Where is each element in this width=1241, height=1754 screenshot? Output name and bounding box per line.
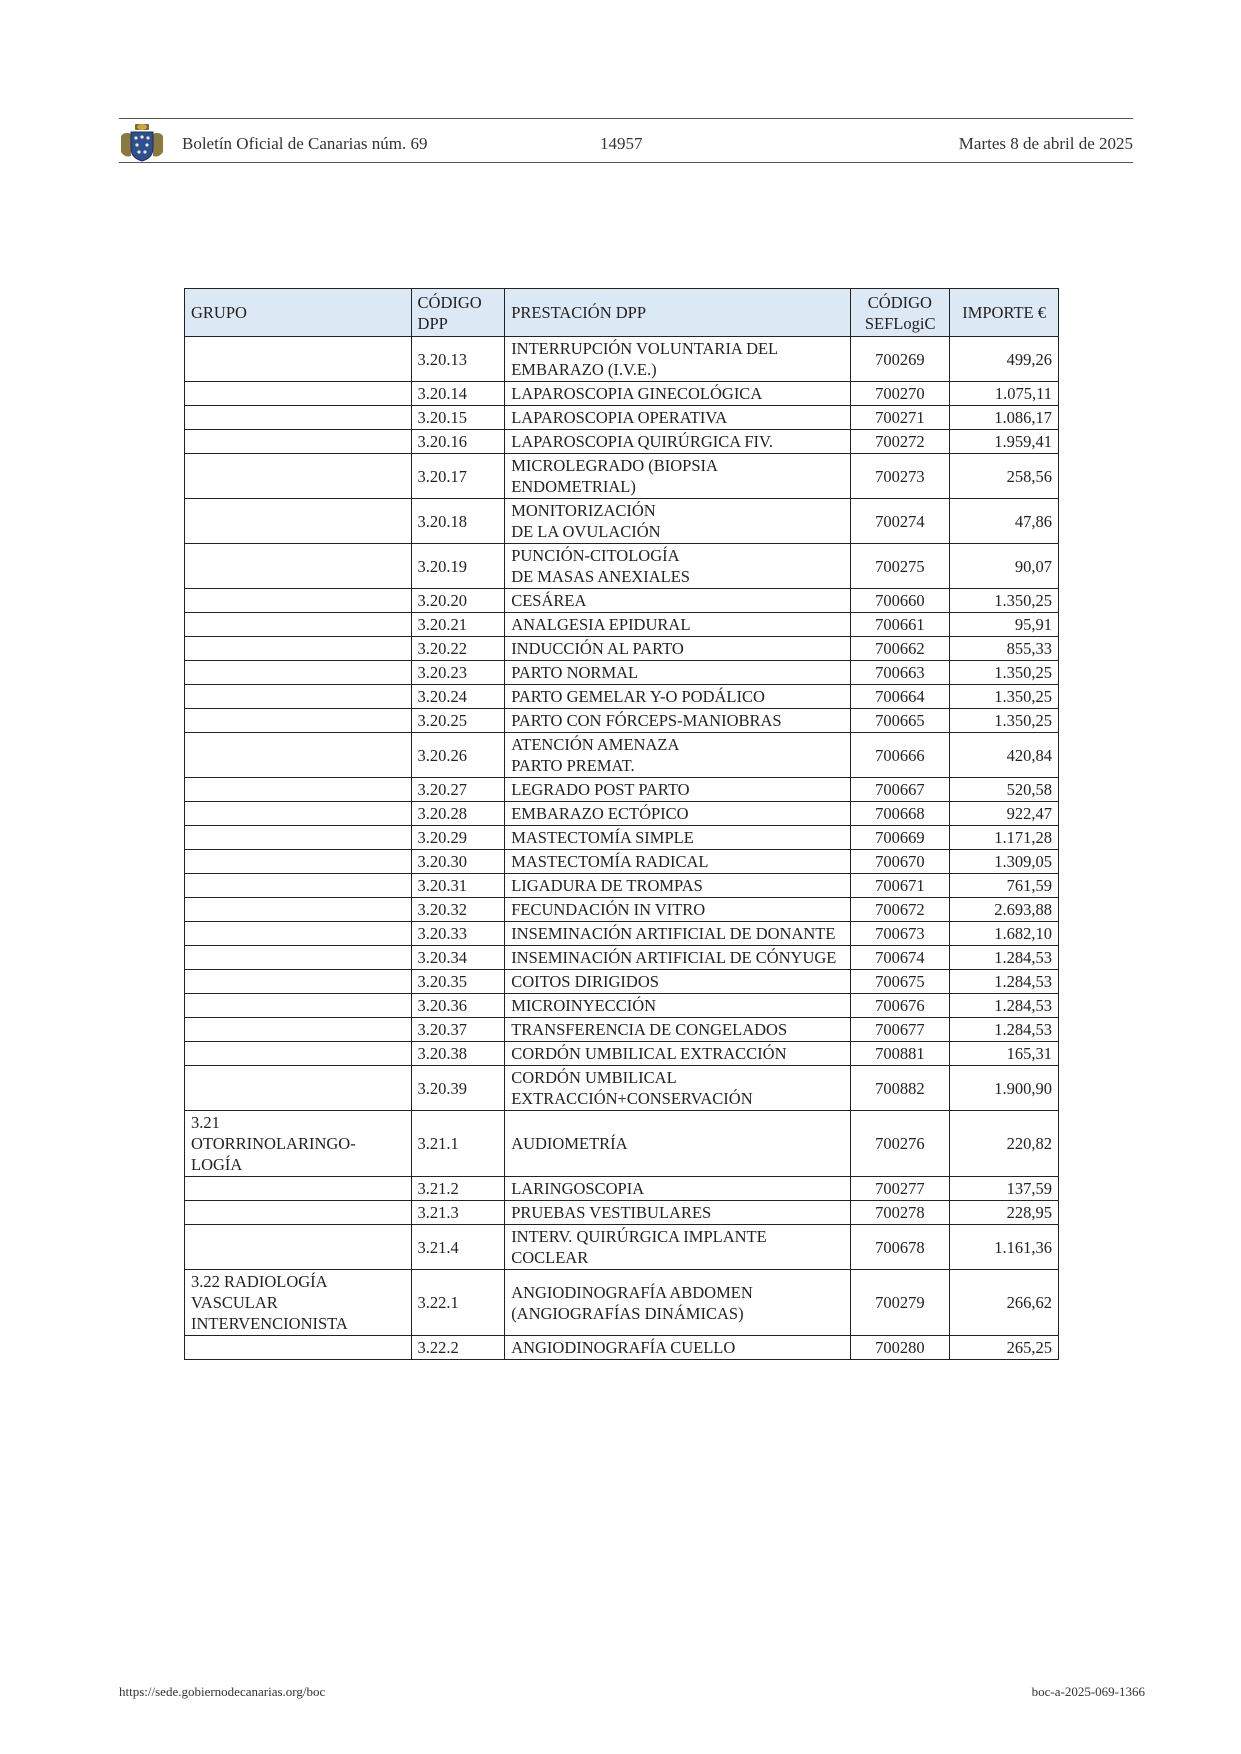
cell-codigo-seflogic: 700662 xyxy=(850,637,950,661)
cell-prestacion: LEGRADO POST PARTO xyxy=(505,778,850,802)
cell-grupo xyxy=(185,544,412,589)
cell-codigo-dpp: 3.20.24 xyxy=(411,685,505,709)
cell-grupo xyxy=(185,946,412,970)
cell-importe: 1.350,25 xyxy=(950,589,1059,613)
cell-grupo xyxy=(185,685,412,709)
table-row xyxy=(185,613,1059,637)
cell-importe: 520,58 xyxy=(950,778,1059,802)
cell-codigo-seflogic: 700660 xyxy=(850,589,950,613)
table-row xyxy=(185,874,1059,898)
table-row xyxy=(185,1177,1059,1201)
cell-codigo-dpp: 3.21.2 xyxy=(411,1177,505,1201)
cell-grupo xyxy=(185,778,412,802)
cell-grupo xyxy=(185,1177,412,1201)
cell-importe: 228,95 xyxy=(950,1201,1059,1225)
cell-grupo xyxy=(185,826,412,850)
table-row xyxy=(185,733,1059,778)
cell-grupo xyxy=(185,589,412,613)
cell-prestacion: MICROINYECCIÓN xyxy=(505,994,850,1018)
cell-codigo-dpp: 3.20.34 xyxy=(411,946,505,970)
cell-codigo-dpp: 3.20.37 xyxy=(411,1018,505,1042)
cell-codigo-seflogic: 700669 xyxy=(850,826,950,850)
cell-grupo xyxy=(185,733,412,778)
cell-codigo-seflogic: 700675 xyxy=(850,970,950,994)
footer-url[interactable]: https://sede.gobiernodecanarias.org/boc xyxy=(119,1684,326,1699)
cell-grupo xyxy=(185,1336,412,1360)
col-header-importe: IMPORTE € xyxy=(950,289,1059,337)
header-bottom-rule xyxy=(119,162,1133,163)
cell-prestacion: INSEMINACIÓN ARTIFICIAL DE CÓNYUGE xyxy=(505,946,850,970)
cell-codigo-seflogic: 700882 xyxy=(850,1066,950,1111)
cell-grupo xyxy=(185,406,412,430)
header-top-rule xyxy=(119,118,1133,119)
cell-prestacion: INDUCCIÓN AL PARTO xyxy=(505,637,850,661)
cell-codigo-seflogic: 700666 xyxy=(850,733,950,778)
cell-importe: 1.284,53 xyxy=(950,970,1059,994)
cell-prestacion: MONITORIZACIÓN DE LA OVULACIÓN xyxy=(505,499,850,544)
cell-codigo-dpp: 3.20.39 xyxy=(411,1066,505,1111)
cell-codigo-dpp: 3.21.1 xyxy=(411,1111,505,1177)
table-row xyxy=(185,994,1059,1018)
table-row xyxy=(185,430,1059,454)
cell-importe: 1.900,90 xyxy=(950,1066,1059,1111)
cell-importe: 1.284,53 xyxy=(950,1018,1059,1042)
table-row xyxy=(185,454,1059,499)
table-row xyxy=(185,589,1059,613)
cell-prestacion: INTERV. QUIRÚRGICA IMPLANTE COCLEAR xyxy=(505,1225,850,1270)
cell-importe: 1.959,41 xyxy=(950,430,1059,454)
table-row xyxy=(185,499,1059,544)
cell-codigo-dpp: 3.20.25 xyxy=(411,709,505,733)
cell-codigo-dpp: 3.20.38 xyxy=(411,1042,505,1066)
cell-codigo-seflogic: 700271 xyxy=(850,406,950,430)
cell-prestacion: MICROLEGRADO (BIOPSIA ENDOMETRIAL) xyxy=(505,454,850,499)
cell-codigo-seflogic: 700272 xyxy=(850,430,950,454)
cell-codigo-dpp: 3.20.29 xyxy=(411,826,505,850)
cell-prestacion: MASTECTOMÍA SIMPLE xyxy=(505,826,850,850)
table-row xyxy=(185,898,1059,922)
cell-importe: 220,82 xyxy=(950,1111,1059,1177)
bulletin-title: Boletín Oficial de Canarias núm. 69 xyxy=(182,134,428,153)
cell-prestacion: ANGIODINOGRAFÍA CUELLO xyxy=(505,1336,850,1360)
cell-grupo xyxy=(185,922,412,946)
coat-of-arms-icon xyxy=(119,122,165,162)
cell-importe: 1.161,36 xyxy=(950,1225,1059,1270)
table-row xyxy=(185,382,1059,406)
cell-codigo-seflogic: 700274 xyxy=(850,499,950,544)
cell-prestacion: LAPAROSCOPIA QUIRÚRGICA FIV. xyxy=(505,430,850,454)
cell-codigo-seflogic: 700668 xyxy=(850,802,950,826)
cell-codigo-seflogic: 700280 xyxy=(850,1336,950,1360)
cell-codigo-dpp: 3.20.32 xyxy=(411,898,505,922)
cell-importe: 1.284,53 xyxy=(950,994,1059,1018)
cell-grupo xyxy=(185,874,412,898)
cell-codigo-seflogic: 700661 xyxy=(850,613,950,637)
cell-codigo-dpp: 3.20.36 xyxy=(411,994,505,1018)
cell-importe: 47,86 xyxy=(950,499,1059,544)
cell-prestacion: LARINGOSCOPIA xyxy=(505,1177,850,1201)
cell-prestacion: COITOS DIRIGIDOS xyxy=(505,970,850,994)
cell-prestacion: LIGADURA DE TROMPAS xyxy=(505,874,850,898)
cell-codigo-dpp: 3.20.13 xyxy=(411,337,505,382)
cell-codigo-seflogic: 700677 xyxy=(850,1018,950,1042)
cell-codigo-dpp: 3.20.17 xyxy=(411,454,505,499)
cell-grupo xyxy=(185,382,412,406)
col-header-prestacion: PRESTACIÓN DPP xyxy=(505,289,850,337)
cell-importe: 499,26 xyxy=(950,337,1059,382)
table-body xyxy=(185,337,1059,1360)
cell-grupo xyxy=(185,1018,412,1042)
cell-codigo-seflogic: 700270 xyxy=(850,382,950,406)
cell-importe: 137,59 xyxy=(950,1177,1059,1201)
cell-prestacion: CESÁREA xyxy=(505,589,850,613)
cell-codigo-seflogic: 700273 xyxy=(850,454,950,499)
cell-grupo xyxy=(185,898,412,922)
cell-prestacion: EMBARAZO ECTÓPICO xyxy=(505,802,850,826)
cell-importe: 1.075,11 xyxy=(950,382,1059,406)
table-row xyxy=(185,922,1059,946)
table-row xyxy=(185,406,1059,430)
cell-prestacion: ATENCIÓN AMENAZA PARTO PREMAT. xyxy=(505,733,850,778)
cell-codigo-seflogic: 700664 xyxy=(850,685,950,709)
cell-codigo-dpp: 3.20.30 xyxy=(411,850,505,874)
cell-prestacion: PUNCIÓN-CITOLOGÍA DE MASAS ANEXIALES xyxy=(505,544,850,589)
cell-importe: 95,91 xyxy=(950,613,1059,637)
table-row xyxy=(185,544,1059,589)
table-row xyxy=(185,1066,1059,1111)
table-row xyxy=(185,685,1059,709)
cell-grupo xyxy=(185,499,412,544)
cell-codigo-seflogic: 700269 xyxy=(850,337,950,382)
cell-grupo xyxy=(185,430,412,454)
cell-codigo-dpp: 3.20.33 xyxy=(411,922,505,946)
cell-grupo: 3.21 OTORRINOLARINGO- LOGÍA xyxy=(185,1111,412,1177)
cell-grupo xyxy=(185,454,412,499)
table-row xyxy=(185,1225,1059,1270)
cell-codigo-seflogic: 700676 xyxy=(850,994,950,1018)
table-row xyxy=(185,778,1059,802)
cell-prestacion: PARTO GEMELAR Y-O PODÁLICO xyxy=(505,685,850,709)
cell-prestacion: FECUNDACIÓN IN VITRO xyxy=(505,898,850,922)
cell-codigo-dpp: 3.20.22 xyxy=(411,637,505,661)
cell-prestacion: PRUEBAS VESTIBULARES xyxy=(505,1201,850,1225)
table-row xyxy=(185,1270,1059,1336)
cell-importe: 266,62 xyxy=(950,1270,1059,1336)
cell-grupo xyxy=(185,637,412,661)
table-row xyxy=(185,337,1059,382)
table-row xyxy=(185,826,1059,850)
cell-codigo-seflogic: 700672 xyxy=(850,898,950,922)
cell-codigo-dpp: 3.20.21 xyxy=(411,613,505,637)
cell-prestacion: LAPAROSCOPIA GINECOLÓGICA xyxy=(505,382,850,406)
table-row xyxy=(185,1201,1059,1225)
table-row xyxy=(185,850,1059,874)
table-row xyxy=(185,1336,1059,1360)
cell-codigo-seflogic: 700279 xyxy=(850,1270,950,1336)
cell-codigo-dpp: 3.20.14 xyxy=(411,382,505,406)
cell-importe: 1.350,25 xyxy=(950,661,1059,685)
cell-codigo-dpp: 3.20.19 xyxy=(411,544,505,589)
cell-importe: 1.284,53 xyxy=(950,946,1059,970)
footer-doc-id: boc-a-2025-069-1366 xyxy=(1031,1684,1145,1699)
cell-codigo-dpp: 3.20.18 xyxy=(411,499,505,544)
cell-codigo-dpp: 3.20.27 xyxy=(411,778,505,802)
cell-grupo xyxy=(185,337,412,382)
cell-codigo-dpp: 3.20.35 xyxy=(411,970,505,994)
table-row xyxy=(185,661,1059,685)
table-row xyxy=(185,1042,1059,1066)
cell-codigo-seflogic: 700663 xyxy=(850,661,950,685)
cell-grupo xyxy=(185,613,412,637)
cell-importe: 258,56 xyxy=(950,454,1059,499)
cell-prestacion: AUDIOMETRÍA xyxy=(505,1111,850,1177)
col-header-grupo: GRUPO xyxy=(185,289,412,337)
cell-codigo-seflogic: 700277 xyxy=(850,1177,950,1201)
cell-codigo-seflogic: 700276 xyxy=(850,1111,950,1177)
cell-importe: 922,47 xyxy=(950,802,1059,826)
cell-importe: 1.086,17 xyxy=(950,406,1059,430)
cell-codigo-seflogic: 700674 xyxy=(850,946,950,970)
cell-codigo-dpp: 3.20.28 xyxy=(411,802,505,826)
cell-codigo-dpp: 3.21.3 xyxy=(411,1201,505,1225)
publication-date: Martes 8 de abril de 2025 xyxy=(958,134,1133,153)
cell-prestacion: MASTECTOMÍA RADICAL xyxy=(505,850,850,874)
page-number: 14957 xyxy=(600,134,643,153)
cell-codigo-dpp: 3.21.4 xyxy=(411,1225,505,1270)
cell-importe: 1.350,25 xyxy=(950,685,1059,709)
cell-codigo-dpp: 3.20.20 xyxy=(411,589,505,613)
cell-grupo xyxy=(185,970,412,994)
cell-grupo xyxy=(185,1042,412,1066)
cell-importe: 1.350,25 xyxy=(950,709,1059,733)
cell-prestacion: ANGIODINOGRAFÍA ABDOMEN (ANGIOGRAFÍAS DINÁMICAS) xyxy=(505,1270,850,1336)
cell-grupo xyxy=(185,1201,412,1225)
cell-codigo-seflogic: 700673 xyxy=(850,922,950,946)
cell-importe: 90,07 xyxy=(950,544,1059,589)
cell-codigo-seflogic: 700665 xyxy=(850,709,950,733)
cell-importe: 420,84 xyxy=(950,733,1059,778)
col-header-codigo-dpp: CÓDIGO DPP xyxy=(411,289,505,337)
cell-prestacion: PARTO CON FÓRCEPS-MANIOBRAS xyxy=(505,709,850,733)
table-row xyxy=(185,1018,1059,1042)
cell-prestacion: ANALGESIA EPIDURAL xyxy=(505,613,850,637)
cell-grupo xyxy=(185,661,412,685)
cell-codigo-dpp: 3.20.16 xyxy=(411,430,505,454)
cell-importe: 855,33 xyxy=(950,637,1059,661)
cell-importe: 265,25 xyxy=(950,1336,1059,1360)
table-header-row xyxy=(185,289,1059,337)
cell-prestacion: INSEMINACIÓN ARTIFICIAL DE DONANTE xyxy=(505,922,850,946)
cell-codigo-seflogic: 700881 xyxy=(850,1042,950,1066)
cell-codigo-seflogic: 700278 xyxy=(850,1201,950,1225)
cell-grupo xyxy=(185,1066,412,1111)
table-row xyxy=(185,802,1059,826)
table-row xyxy=(185,946,1059,970)
cell-prestacion: INTERRUPCIÓN VOLUNTARIA DEL EMBARAZO (I.V.E.) xyxy=(505,337,850,382)
dpp-table xyxy=(184,288,1059,1360)
cell-importe: 165,31 xyxy=(950,1042,1059,1066)
cell-prestacion: CORDÓN UMBILICAL EXTRACCIÓN+CONSERVACIÓN xyxy=(505,1066,850,1111)
table-row xyxy=(185,709,1059,733)
cell-codigo-dpp: 3.20.23 xyxy=(411,661,505,685)
cell-codigo-dpp: 3.22.2 xyxy=(411,1336,505,1360)
cell-codigo-dpp: 3.20.26 xyxy=(411,733,505,778)
cell-prestacion: CORDÓN UMBILICAL EXTRACCIÓN xyxy=(505,1042,850,1066)
cell-importe: 1.309,05 xyxy=(950,850,1059,874)
cell-codigo-dpp: 3.20.15 xyxy=(411,406,505,430)
cell-grupo: 3.22 RADIOLOGÍA VASCULAR INTERVENCIONISTA xyxy=(185,1270,412,1336)
cell-importe: 761,59 xyxy=(950,874,1059,898)
cell-codigo-dpp: 3.20.31 xyxy=(411,874,505,898)
table-row xyxy=(185,637,1059,661)
cell-grupo xyxy=(185,709,412,733)
cell-importe: 2.693,88 xyxy=(950,898,1059,922)
cell-importe: 1.682,10 xyxy=(950,922,1059,946)
col-header-codigo-seflogic: CÓDIGO SEFLogiC xyxy=(850,289,950,337)
cell-grupo xyxy=(185,850,412,874)
cell-grupo xyxy=(185,802,412,826)
table-row xyxy=(185,970,1059,994)
cell-codigo-seflogic: 700275 xyxy=(850,544,950,589)
cell-codigo-seflogic: 700670 xyxy=(850,850,950,874)
cell-grupo xyxy=(185,994,412,1018)
table-row xyxy=(185,1111,1059,1177)
cell-importe: 1.171,28 xyxy=(950,826,1059,850)
cell-codigo-seflogic: 700667 xyxy=(850,778,950,802)
cell-prestacion: LAPAROSCOPIA OPERATIVA xyxy=(505,406,850,430)
cell-prestacion: TRANSFERENCIA DE CONGELADOS xyxy=(505,1018,850,1042)
cell-grupo xyxy=(185,1225,412,1270)
cell-codigo-dpp: 3.22.1 xyxy=(411,1270,505,1336)
cell-prestacion: PARTO NORMAL xyxy=(505,661,850,685)
cell-codigo-seflogic: 700678 xyxy=(850,1225,950,1270)
cell-codigo-seflogic: 700671 xyxy=(850,874,950,898)
